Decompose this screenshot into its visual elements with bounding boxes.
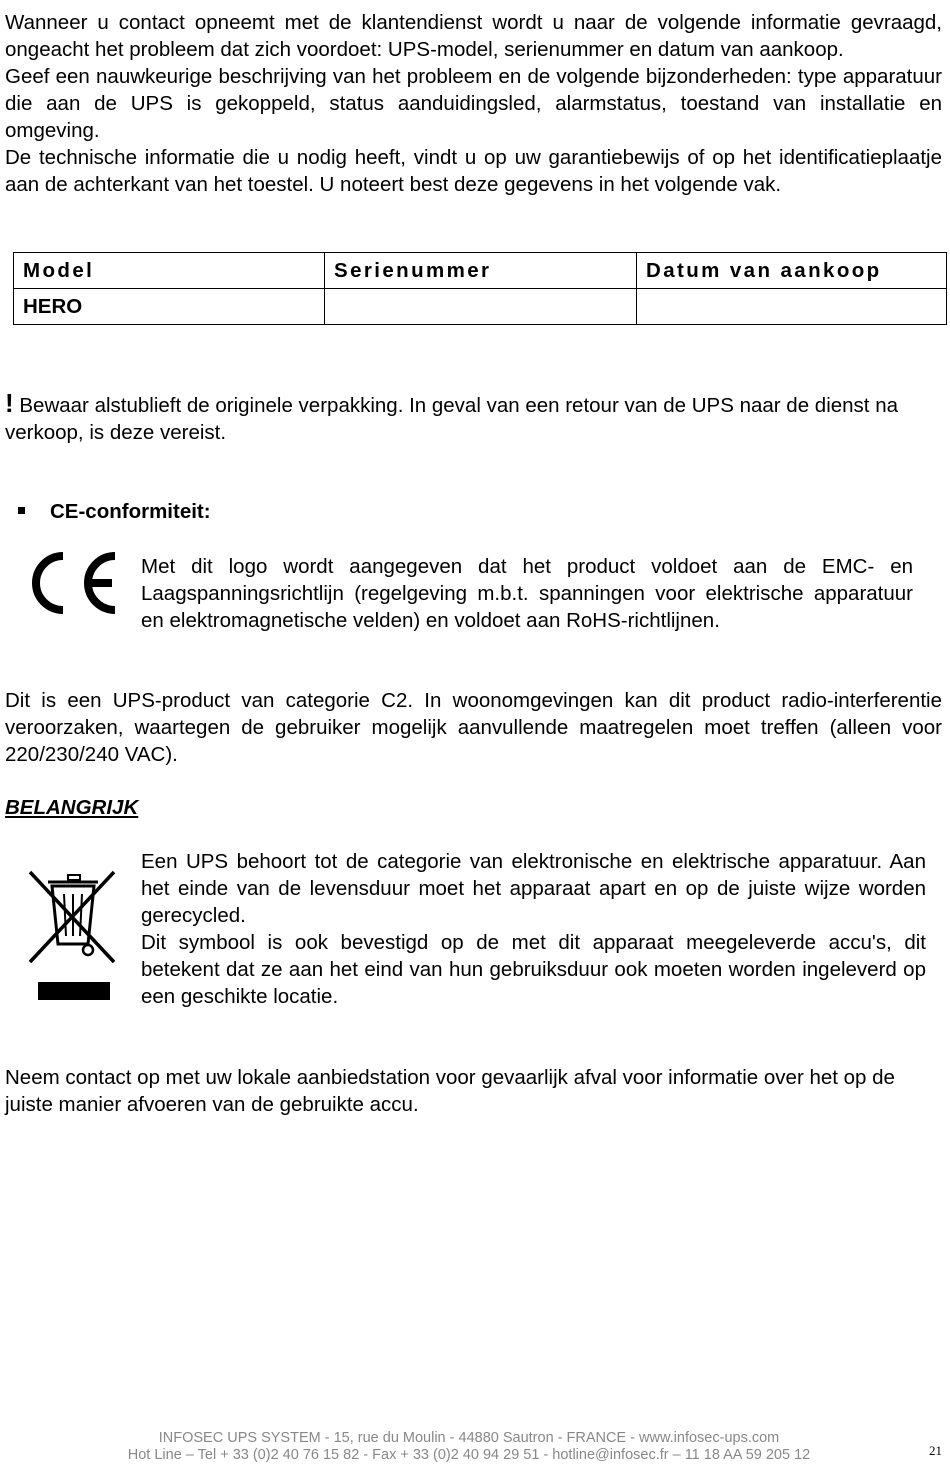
cell-purchase-date: [637, 289, 947, 325]
product-info-table: [13, 252, 947, 325]
header-model: Model: [14, 253, 325, 289]
intro-paragraph-contact: Wanneer u contact opneemt met de klantendienst wordt u naar de volgende informatie gevraagd, ongeacht het probleem dat zich voordoet: UPS-model, serienummer en datum van aankoop.: [5, 11, 942, 61]
exclamation-mark: !: [5, 388, 14, 418]
category-c2-notice: Dit is een UPS-product van categorie C2. In woonomgevingen kan dit product radio-interferentie veroorzaken, waartegen de gebruiker mogelijk aanvullende maatregelen moet treffen (alleen voor 220/230/240 VAC).: [5, 689, 942, 766]
ce-description: Met dit logo wordt aangegeven dat het product voldoet aan de EMC- en Laagspanningsrichtlijn (regelgeving m.b.t. spanningen voor elektrische apparatuur en elektromagnetische velden) en voldoet aan RoHS-richtlijnen.: [141, 555, 913, 632]
battery-disposal-notice: Neem contact op met uw lokale aanbiedstation voor gevaarlijk afval voor informatie over het op de juiste manier afvoeren van de gebruikte accu.: [5, 1066, 895, 1116]
weee-paragraph-recycling: Een UPS behoort tot de categorie van elektronische en elektrische apparatuur. Aan het einde van de levensduur moet het apparaat apart en op de juiste wijze worden gerecycled.: [141, 850, 926, 927]
intro-paragraph-description: Geef een nauwkeurige beschrijving van het probleem en de volgende bijzonderheden: type apparatuur die aan de UPS is gekoppeld, status aanduidingsled, alarmstatus, toestand van installatie en omgeving.: [5, 65, 942, 142]
intro-paragraph-technical-info: De technische informatie die u nodig heeft, vindt u op uw garantiebewijs of op het identificatieplaatje aan de achterkant van het toestel. U noteert best deze gegevens in het volgende vak.: [5, 146, 942, 196]
header-serial-number: Serienummer: [325, 253, 637, 289]
page-number: 21: [929, 1443, 942, 1458]
table-row: [14, 289, 947, 325]
table-header-row: [14, 253, 947, 289]
ce-heading: [18, 498, 211, 525]
ce-mark-icon: [30, 550, 120, 616]
footer-hotline-line: Hot Line – Tel + 33 (0)2 40 76 15 82 - Fax + 33 (0)2 40 94 29 51 - hotline@infosec.fr – 11 18 AA 59 205 12: [127, 1447, 811, 1463]
footer-address-line: INFOSEC UPS SYSTEM - 15, rue du Moulin - 44880 Sautron - FRANCE - www.infosec-ups.com: [158, 1430, 780, 1446]
important-heading: BELANGRIJK: [5, 796, 139, 819]
weee-description: [141, 848, 926, 1010]
packaging-note: [5, 390, 942, 446]
header-purchase-date: Datum van aankoop: [637, 253, 947, 289]
footer: [0, 1430, 938, 1464]
weee-paragraph-batteries: Dit symbool is ook bevestigd op de met dit apparaat meegeleverde accu's, dit betekent dat ze aan het eind van hun gebruiksduur ook moeten worden ingeleverd op een geschikte locatie.: [141, 931, 926, 1008]
cell-model: HERO: [14, 289, 325, 325]
intro-section: [5, 9, 942, 198]
cell-serial-number: [325, 289, 637, 325]
ce-heading-label: CE-conformiteit:: [50, 500, 211, 523]
bullet-icon: [18, 507, 25, 514]
packaging-note-text: Bewaar alstublieft de originele verpakking. In geval van een retour van de UPS naar de dienst na verkoop, is deze vereist.: [5, 394, 898, 444]
crossed-out-wheelie-bin-icon: [24, 862, 118, 1014]
